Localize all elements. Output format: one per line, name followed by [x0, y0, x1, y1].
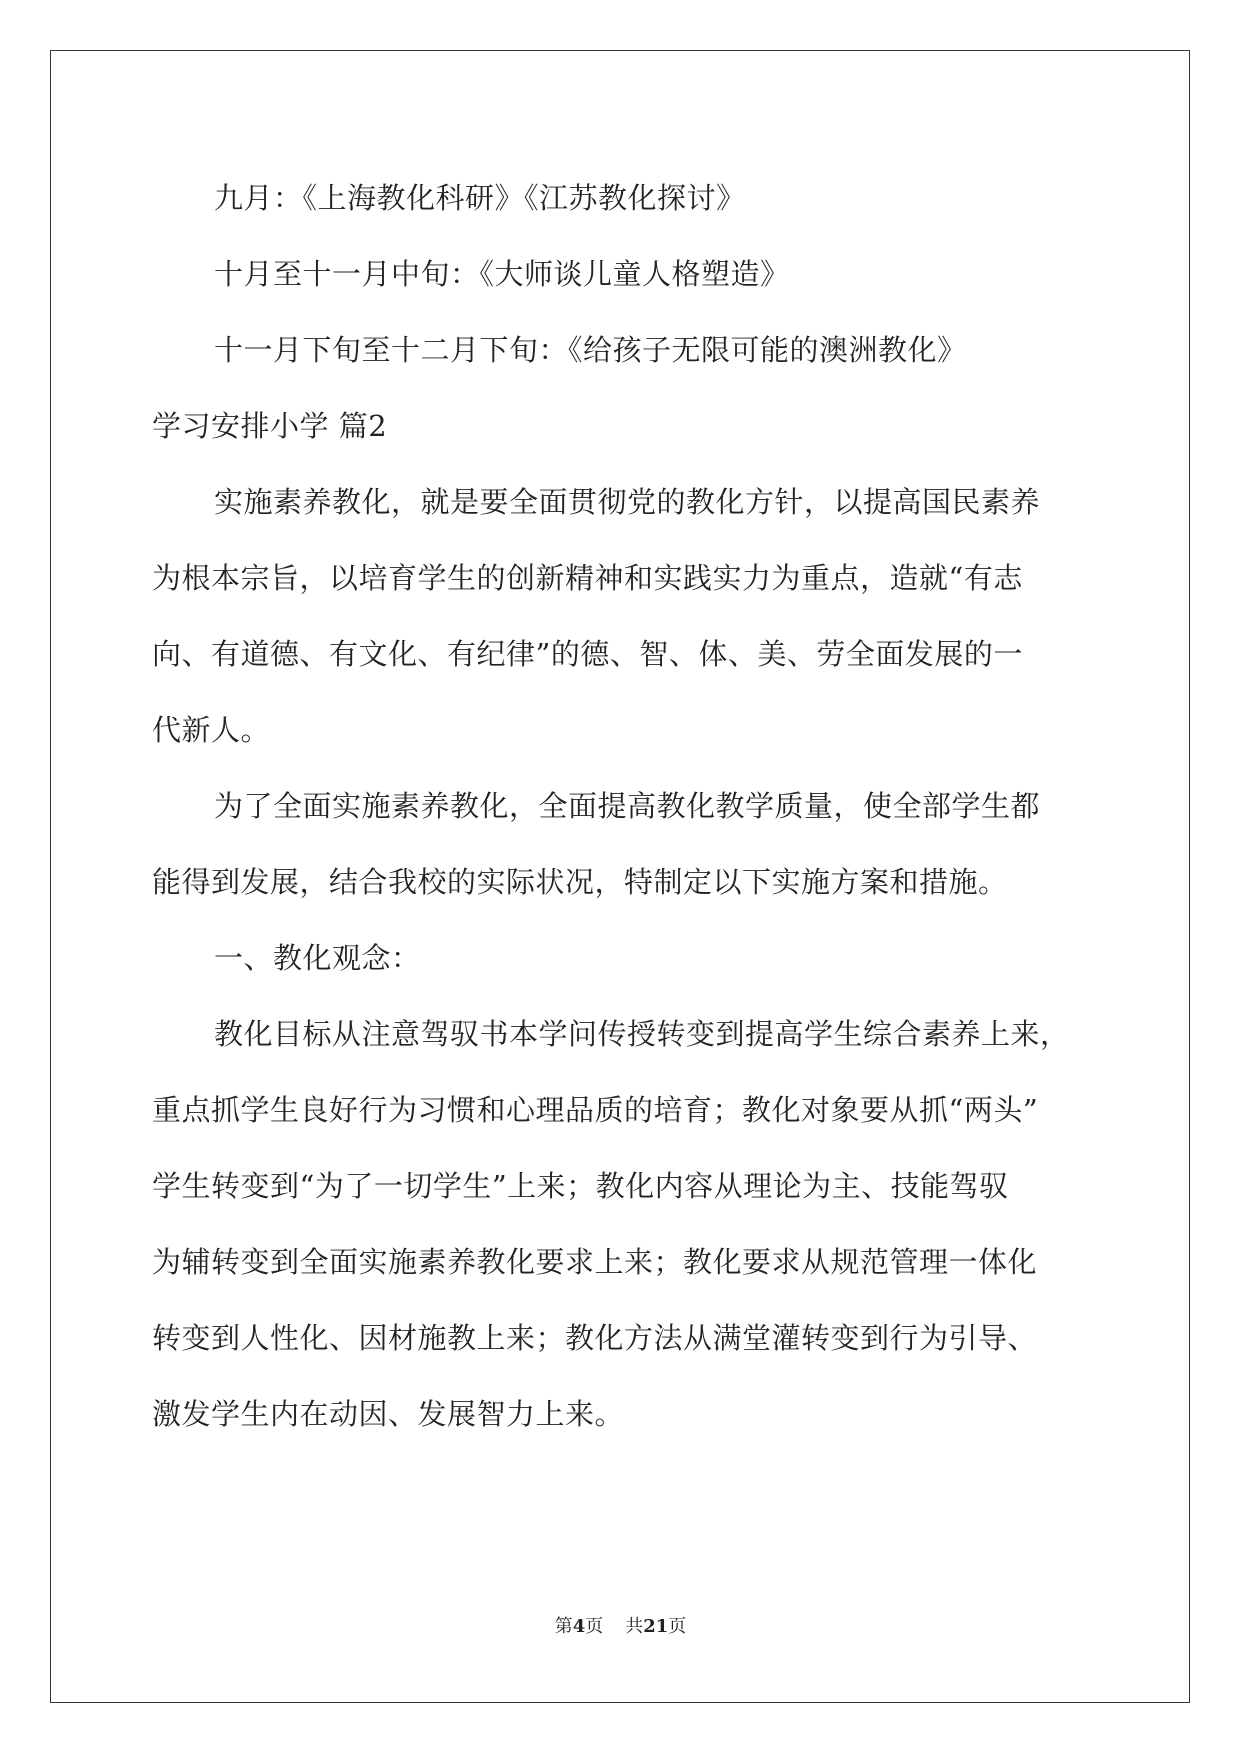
document-body [152, 160, 1092, 1452]
text-line: 重点抓学生良好行为习惯和心理品质的培育；教化对象要从抓“两头” [152, 1093, 1039, 1127]
page-total: 21 [643, 1616, 669, 1637]
subheading: 一、教化观念： [214, 941, 421, 975]
text-line: 九月：《上海教化科研》《江苏教化探讨》 [214, 181, 746, 215]
page-footer [0, 1612, 1241, 1638]
text-line: 能得到发展，结合我校的实际状况，特制定以下实施方案和措施。 [152, 865, 1008, 899]
text-line: 十月至十一月中旬：《大师谈儿童人格塑造》 [214, 257, 790, 291]
page-prefix: 第 [554, 1616, 573, 1637]
page-current: 4 [572, 1616, 586, 1637]
text-line: 教化目标从注意驾驭书本学问传授转变到提高学生综合素养上来， [214, 1017, 1070, 1051]
section-heading: 学习安排小学 篇2 [152, 409, 388, 443]
text-line: 学生转变到“为了一切学生”上来；教化内容从理论为主、技能驾驭 [152, 1169, 1009, 1203]
text-line: 实施素养教化，就是要全面贯彻党的教化方针，以提高国民素养 [214, 485, 1041, 519]
page-suffix: 页 [585, 1616, 604, 1637]
text-line: 为辅转变到全面实施素养教化要求上来；教化要求从规范管理一体化 [152, 1245, 1038, 1279]
text-line: 为了全面实施素养教化，全面提高教化教学质量，使全部学生都 [214, 789, 1041, 823]
text-line: 为根本宗旨，以培育学生的创新精神和实践实力为重点，造就“有志 [152, 561, 1023, 595]
text-line: 转变到人性化、因材施教上来；教化方法从满堂灌转变到行为引导、 [152, 1321, 1038, 1355]
text-line: 代新人。 [152, 713, 271, 747]
text-line: 十一月下旬至十二月下旬：《给孩子无限可能的澳洲教化》 [214, 333, 967, 367]
text-line: 向、有道德、有文化、有纪律”的德、智、体、美、劳全面发展的一 [152, 637, 1023, 671]
total-suffix: 页 [668, 1616, 687, 1637]
text-line: 激发学生内在动因、发展智力上来。 [152, 1397, 625, 1431]
total-prefix: 共 [625, 1616, 644, 1637]
